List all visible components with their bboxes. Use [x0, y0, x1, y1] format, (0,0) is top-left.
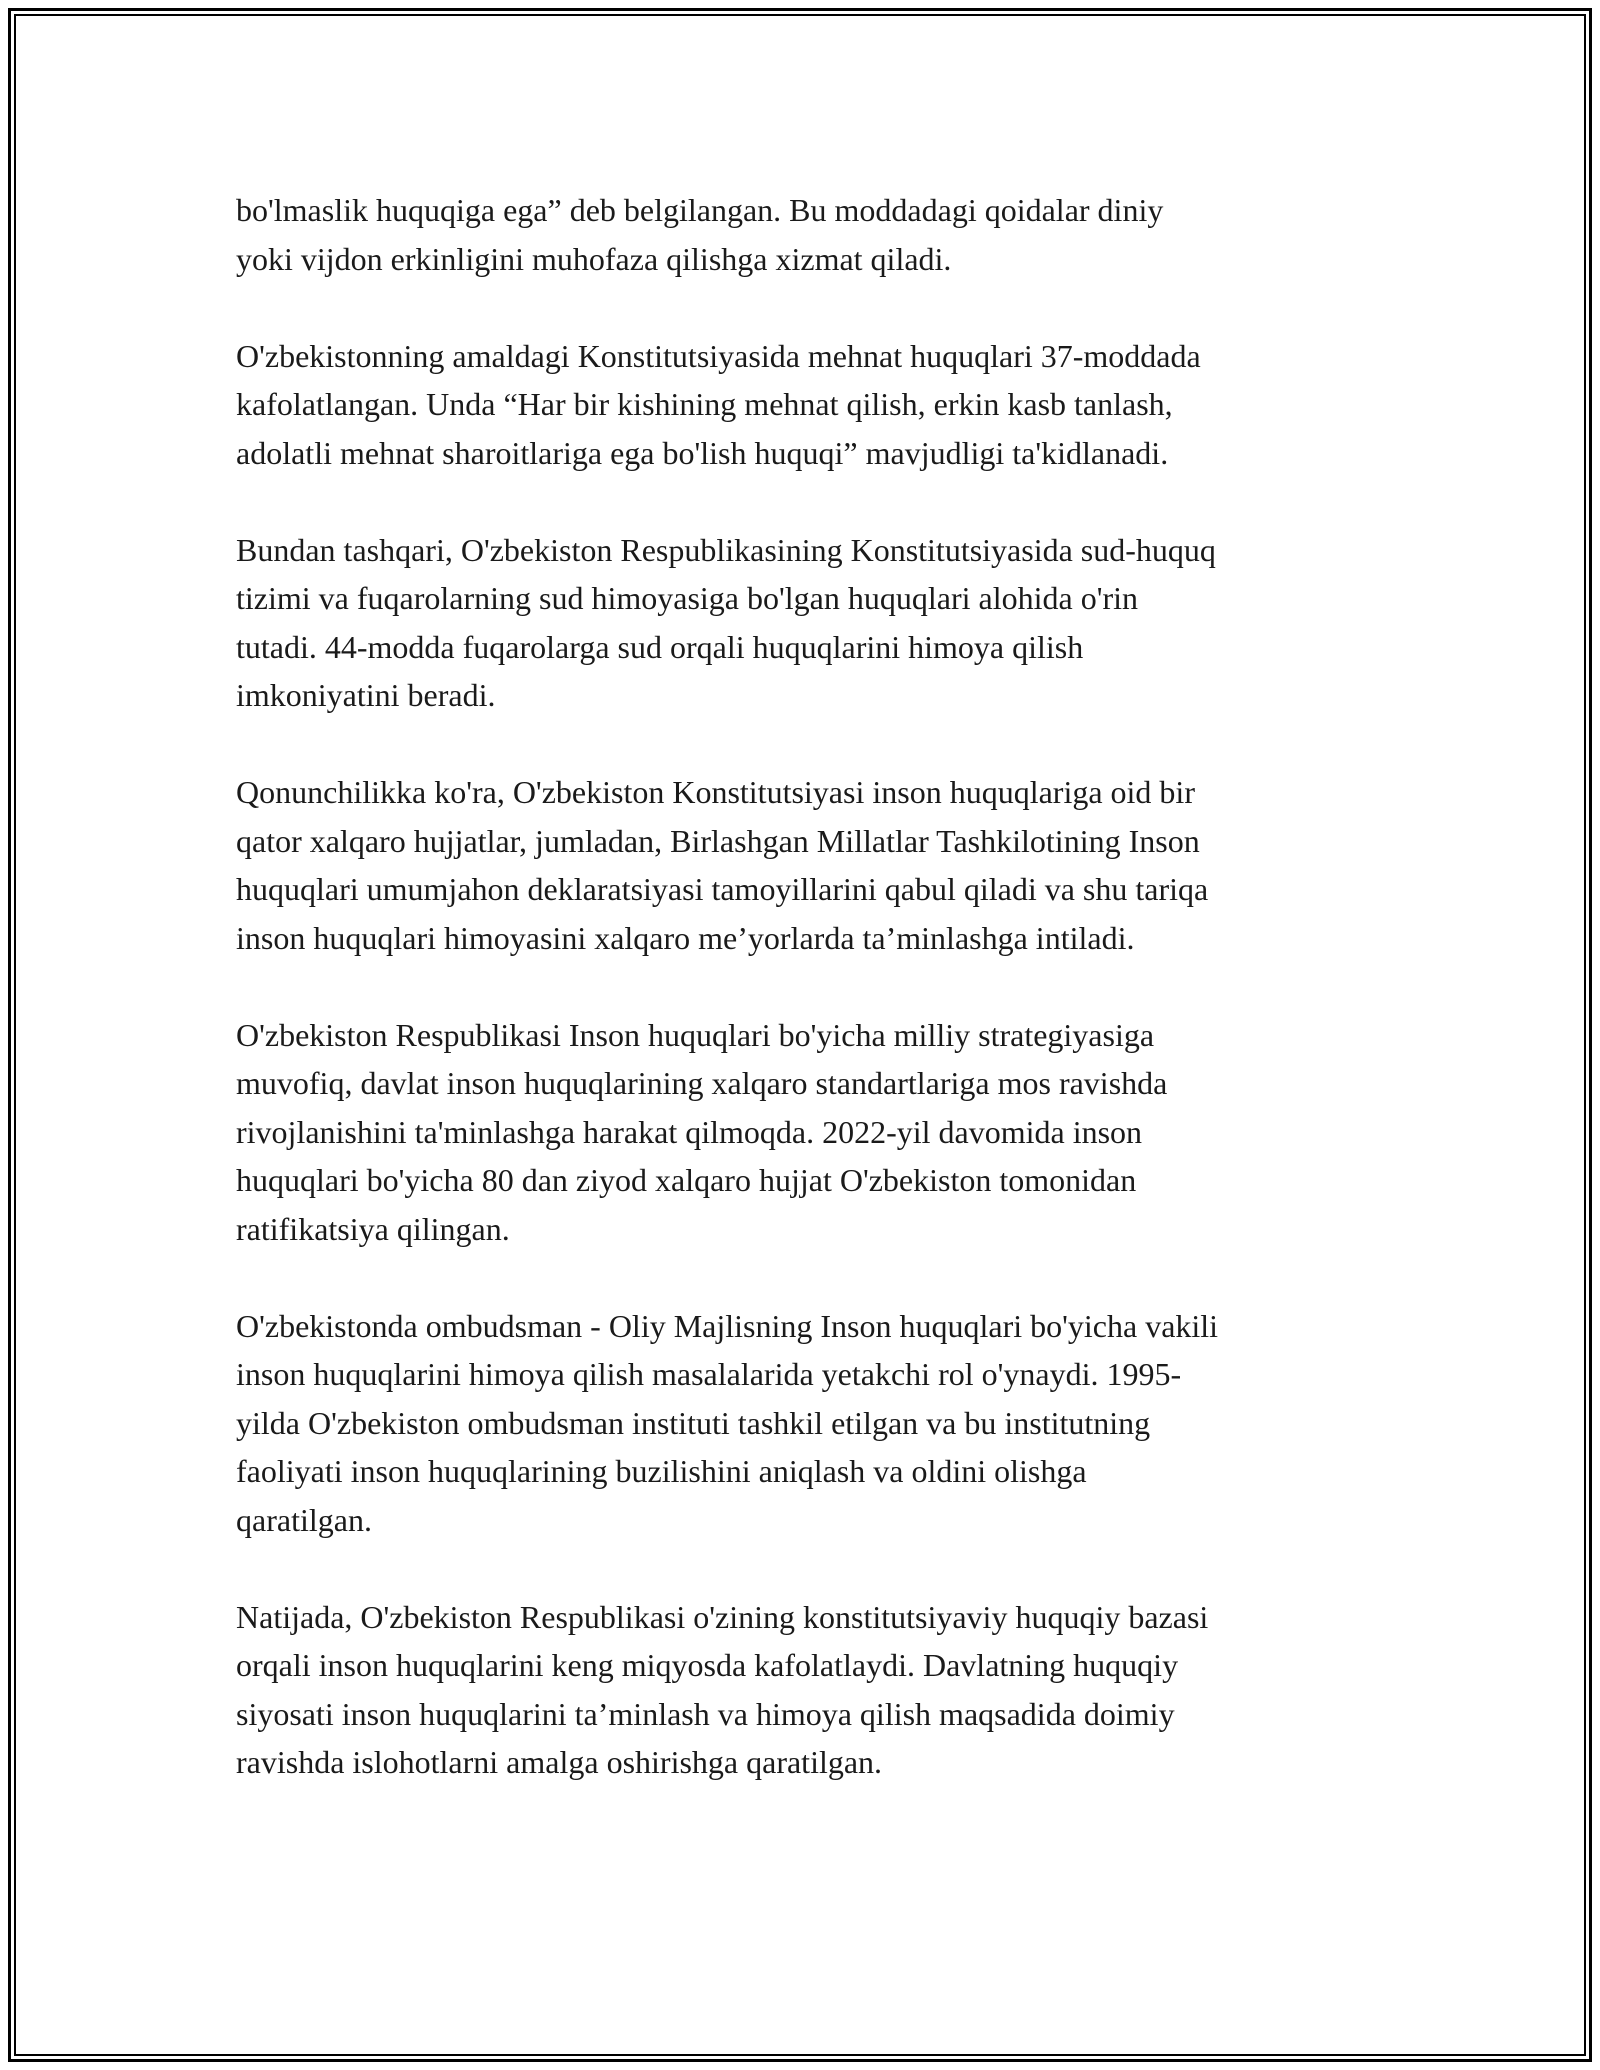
text-line: inson huquqlarini himoya qilish masalalarida yetakchi rol o'ynaydi. 1995- — [236, 1356, 1182, 1392]
text-line: qaratilgan. — [236, 1501, 372, 1538]
text-line: rivojlanishini ta'minlashga harakat qilmoqda. 2022-yil davomida inson — [236, 1113, 1143, 1150]
text-line: yoki vijdon erkinligini muhofaza qilishga xizmat qiladi. — [236, 240, 952, 277]
text-line: ratifikatsiya qilingan. — [236, 1210, 510, 1247]
document-body — [236, 186, 1366, 1835]
text-line: tizimi va fuqarolarning sud himoyasiga bo'lgan huquqlari alohida o'rin — [236, 580, 1138, 616]
text-line: kafolatlangan. Unda “Har bir kishining mehnat qilish, erkin kasb tanlash, — [236, 386, 1173, 422]
text-line: bo'lmaslik huquqiga ega” deb belgilangan. Bu moddadagi qoidalar diniy — [236, 192, 1164, 228]
paragraph-2 — [236, 332, 1366, 478]
text-line: O'zbekistonda ombudsman - Oliy Majlisning Inson huquqlari bo'yicha vakili — [236, 1307, 1219, 1344]
text-line: qator xalqaro hujjatlar, jumladan, Birlashgan Millatlar Tashkilotining Inson — [236, 822, 1200, 859]
text-line: orqali inson huquqlarini keng miqyosda kafolatlaydi. Davlatning huquqiy — [236, 1647, 1179, 1683]
paragraph-3 — [236, 526, 1366, 720]
text-line: imkoniyatini beradi. — [236, 677, 496, 713]
text-line: huquqlari umumjahon deklaratsiyasi tamoyillarini qabul qiladi va shu tariqa — [236, 871, 1209, 907]
text-line: Natijada, O'zbekiston Respublikasi o'zining konstitutsiyaviy huquqiy bazasi — [236, 1598, 1209, 1635]
text-line: ravishda islohotlarni amalga oshirishga qaratilgan. — [236, 1744, 883, 1780]
paragraph-6 — [236, 1302, 1366, 1545]
text-line: O'zbekistonning amaldagi Konstitutsiyasida mehnat huquqlari 37-moddada — [236, 337, 1201, 374]
text-line: Bundan tashqari, O'zbekiston Respublikasining Konstitutsiyasida sud-huquq — [236, 531, 1216, 568]
text-line: muvofiq, davlat inson huquqlarining xalqaro standartlariga mos ravishda — [236, 1065, 1168, 1101]
text-line: Qonunchilikka ko'ra, O'zbekiston Konstitutsiyasi inson huquqlariga oid bir — [236, 774, 1195, 810]
paragraph-7 — [236, 1593, 1366, 1787]
text-line: huquqlari bo'yicha 80 dan ziyod xalqaro hujjat O'zbekiston tomonidan — [236, 1162, 1137, 1198]
text-line: inson huquqlari himoyasini xalqaro me’yorlarda ta’minlashga intiladi. — [236, 919, 1135, 956]
paragraph-1 — [236, 186, 1366, 283]
text-line: adolatli mehnat sharoitlariga ega bo'lish huquqi” mavjudligi ta'kidlanadi. — [236, 434, 1169, 471]
paragraph-5 — [236, 1011, 1366, 1254]
paragraph-4 — [236, 768, 1366, 962]
text-line: faoliyati inson huquqlarining buzilishini aniqlash va oldini olishga — [236, 1453, 1087, 1489]
text-line: yilda O'zbekiston ombudsman instituti tashkil etilgan va bu institutning — [236, 1404, 1151, 1441]
text-line: siyosati inson huquqlarini ta’minlash va himoya qilish maqsadida doimiy — [236, 1695, 1175, 1732]
text-line: tutadi. 44-modda fuqarolarga sud orqali huquqlarini himoya qilish — [236, 628, 1084, 665]
text-line: O'zbekiston Respublikasi Inson huquqlari bo'yicha milliy strategiyasiga — [236, 1016, 1155, 1053]
